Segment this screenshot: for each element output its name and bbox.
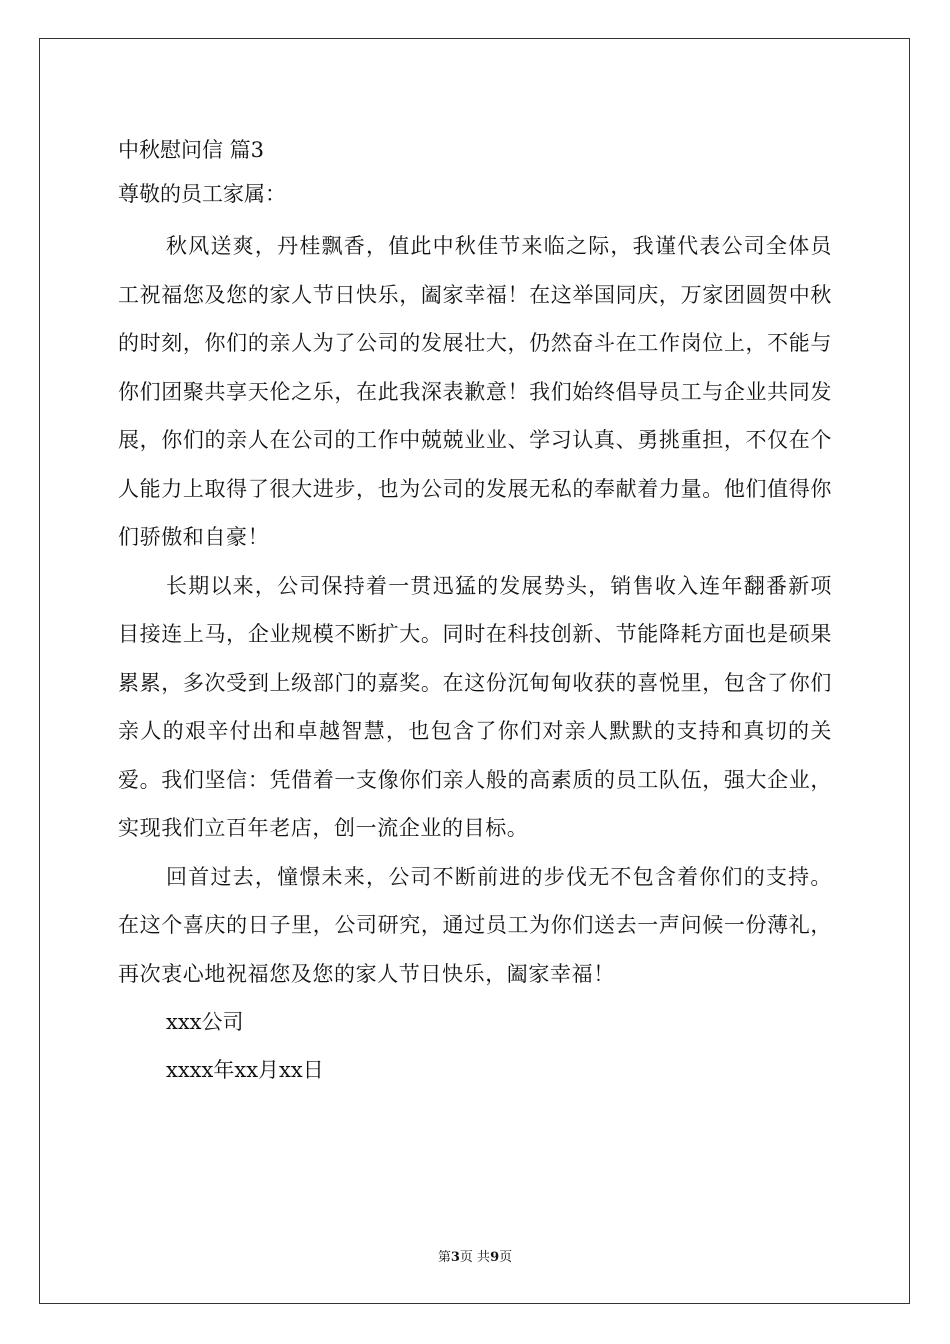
page-total: 9: [490, 1250, 500, 1265]
page-prefix: 第: [437, 1250, 451, 1265]
letter-title: 中秋慰问信 篇3: [118, 138, 265, 162]
signature-date: xxxx年xx月xx日: [166, 1058, 324, 1082]
paragraph-2: 长期以来，公司保持着一贯迅猛的发展势头，销售收入连年翻番新项目接连上马，企业规模不断扩大。同时在科技创新、节能降耗方面也是硕果累累，多次受到上级部门的嘉奖。在这份沉甸甸收获的喜悦里，包含了你们亲人的艰辛付出和卓越智慧，也包含了你们对亲人默默的支持和真切的关爱。我们坚信：凭借着一支像你们亲人般的高素质的员工队伍，强大企业，实现我们立百年老店，创一流企业的目标。: [118, 573, 832, 840]
page-mid: 页 共: [459, 1250, 491, 1265]
page-current: 3: [450, 1250, 460, 1265]
letter-salutation: 尊敬的员工家属：: [118, 182, 286, 206]
paragraph-1: 秋风送爽，丹桂飘香，值此中秋佳节来临之际，我谨代表公司全体员工祝福您及您的家人节日快乐，阖家幸福！在这举国同庆，万家团圆贺中秋的时刻，你们的亲人为了公司的发展壮大，仍然奋斗在工作岗位上，不能与你们团聚共享天伦之乐，在此我深表歉意！我们始终倡导员工与企业共同发展，你们的亲人在公司的工作中兢兢业业、学习认真、勇挑重担，不仅在个人能力上取得了很大进步，也为公司的发展无私的奉献着力量。他们值得你们骄傲和自豪！: [118, 234, 832, 549]
paragraph-3: 回首过去，憧憬未来，公司不断前进的步伐无不包含着你们的支持。在这个喜庆的日子里，公司研究，通过员工为你们送去一声问候一份薄礼，再次衷心地祝福您及您的家人节日快乐，阖家幸福！: [118, 864, 832, 986]
page-footer: [0, 1246, 950, 1265]
signature-company: xxx公司: [166, 1010, 244, 1034]
page-suffix: 页: [499, 1250, 513, 1265]
letter-body: [118, 128, 832, 1094]
